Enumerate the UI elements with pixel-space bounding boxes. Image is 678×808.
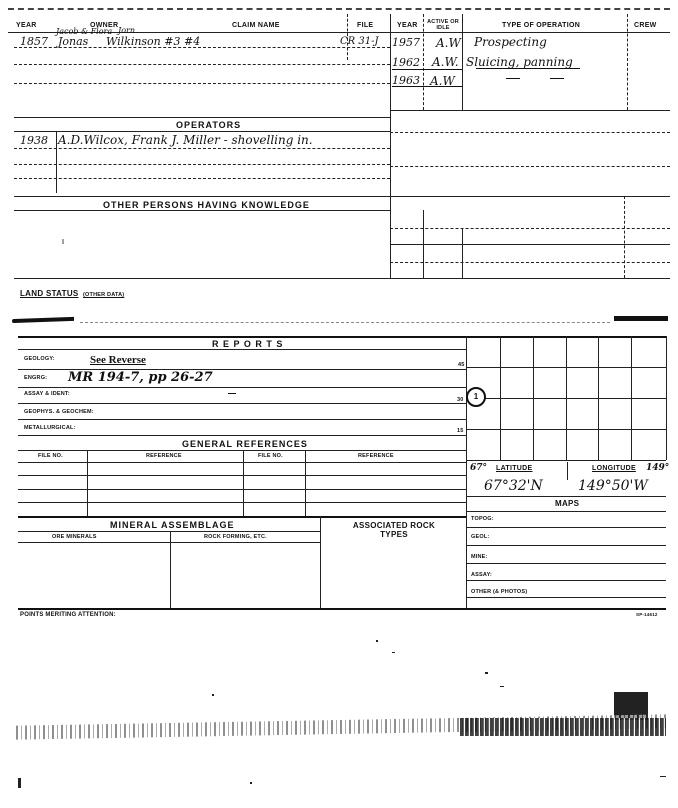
operation-type-1: Prospecting bbox=[474, 35, 547, 49]
map-geol: GEOL: bbox=[471, 534, 490, 540]
claim-year: 1857 bbox=[20, 35, 48, 48]
ref-header-reference-1: REFERENCE bbox=[146, 453, 182, 459]
col-header-year-2: YEAR bbox=[397, 22, 418, 29]
operation-year-3: 1963 bbox=[392, 74, 420, 87]
reports-bottom-border bbox=[18, 608, 666, 610]
rock-forming-header: ROCK FORMING, ETC. bbox=[204, 534, 267, 540]
scan-speck-7 bbox=[660, 776, 666, 777]
col-header-claim-name: CLAIM NAME bbox=[232, 22, 280, 29]
scan-speck-6 bbox=[18, 778, 21, 788]
associated-divider bbox=[320, 516, 321, 608]
fold-mark-left bbox=[12, 317, 74, 323]
column-divider-main bbox=[390, 14, 391, 278]
right-lower-divider-2 bbox=[462, 228, 463, 278]
maps-row-2 bbox=[466, 545, 666, 546]
ref-row-1 bbox=[18, 475, 466, 476]
land-status-label: LAND STATUS bbox=[20, 289, 79, 298]
reports-right-divider bbox=[466, 336, 467, 608]
claim-owner: Jonas bbox=[58, 35, 89, 48]
operators-header-line bbox=[14, 131, 390, 132]
geology-label: GEOLOGY: bbox=[24, 356, 55, 362]
col-header-type-of-operation: TYPE OF OPERATION bbox=[502, 22, 581, 29]
ref-header-line bbox=[18, 462, 466, 463]
general-references-title: GENERAL REFERENCES bbox=[182, 439, 308, 449]
right-line-6 bbox=[390, 262, 670, 263]
operation-row-3-underline bbox=[392, 86, 462, 87]
geophys-label: GEOPHYS. & GEOCHEM: bbox=[24, 409, 94, 415]
right-line-4 bbox=[390, 228, 670, 229]
grid-col-6 bbox=[666, 336, 667, 460]
scale-mark-45: 45 bbox=[458, 362, 465, 368]
other-persons-top-line bbox=[14, 196, 390, 197]
column-divider-crew bbox=[627, 14, 628, 110]
operator-year: 1938 bbox=[20, 134, 48, 147]
other-persons-header-line bbox=[14, 210, 390, 211]
mineral-subheader-line bbox=[18, 542, 320, 543]
longitude-suffix: 149° bbox=[646, 463, 670, 473]
owner-note: Jacob & Flora bbox=[56, 27, 113, 36]
maps-row-4 bbox=[466, 580, 666, 581]
assay-line bbox=[18, 403, 466, 404]
ore-minerals-header: ORE MINERALS bbox=[52, 534, 97, 540]
operation-status-1: A.W bbox=[436, 36, 461, 50]
right-line-5 bbox=[390, 244, 670, 245]
mineral-header-line bbox=[18, 531, 320, 532]
metallurgical-label: METALLURGICAL: bbox=[24, 425, 76, 431]
geology-value: See Reverse bbox=[90, 354, 146, 366]
col-header-year: YEAR bbox=[16, 22, 37, 29]
scan-speck-4 bbox=[376, 640, 378, 642]
grid-row-3 bbox=[466, 429, 666, 430]
land-status-note: (OTHER DATA) bbox=[83, 292, 125, 298]
operation-year-1: 1957 bbox=[392, 36, 420, 49]
col-header-crew: CREW bbox=[634, 22, 657, 29]
metallurgical-line bbox=[18, 435, 466, 436]
operators-row-2 bbox=[14, 164, 390, 165]
operation-status-2: A.W. bbox=[432, 55, 459, 69]
ref-header-file-no-1: FILE NO. bbox=[38, 453, 63, 459]
engrg-line bbox=[18, 387, 466, 388]
map-topog: TOPOG: bbox=[471, 516, 494, 522]
right-line-3 bbox=[390, 196, 670, 197]
ditto-mark-2 bbox=[550, 78, 564, 79]
latitude-label: LATITUDE bbox=[496, 465, 533, 472]
operation-type-2: Sluicing, panning bbox=[466, 55, 573, 69]
reports-title: R E P O R T S bbox=[212, 339, 284, 349]
col-header-file: FILE bbox=[357, 22, 374, 29]
scan-speck-2 bbox=[485, 672, 488, 674]
operation-table-bottom bbox=[390, 110, 670, 111]
column-divider-active bbox=[462, 14, 463, 110]
right-line-2 bbox=[390, 166, 670, 167]
claim-row-line-3 bbox=[14, 83, 390, 84]
maps-header-line bbox=[466, 511, 666, 512]
mineral-assemblage-title: MINERAL ASSEMBLAGE bbox=[110, 520, 235, 530]
associated-rock-types: ASSOCIATED ROCK TYPES bbox=[352, 521, 436, 539]
operation-row-2-underline bbox=[392, 69, 462, 70]
longitude-value: 149°50'W bbox=[578, 478, 648, 494]
maps-row-5 bbox=[466, 597, 666, 598]
grid-row-4 bbox=[466, 460, 666, 461]
ref-header-reference-2: REFERENCE bbox=[358, 453, 394, 459]
claim-row-line-2 bbox=[14, 64, 390, 65]
scale-mark-15: 15 bbox=[457, 428, 464, 434]
fold-line bbox=[80, 322, 610, 323]
ref-bottom-line bbox=[18, 516, 466, 518]
top-border bbox=[8, 8, 670, 10]
scan-noise-band-dark bbox=[460, 718, 666, 736]
assay-label: ASSAY & IDENT: bbox=[24, 391, 70, 397]
longitude-label: LONGITUDE bbox=[592, 465, 636, 472]
grid-row-2 bbox=[466, 398, 666, 399]
map-mine: MINE: bbox=[471, 554, 488, 560]
col-header-owner: OWNER bbox=[90, 22, 119, 29]
grid-row-1 bbox=[466, 367, 666, 368]
scan-speck-5 bbox=[392, 652, 395, 653]
stray-mark: ι bbox=[62, 236, 64, 246]
latitude-value: 67°32'N bbox=[484, 478, 543, 494]
maps-title: MAPS bbox=[555, 499, 580, 508]
ditto-mark-1 bbox=[506, 78, 520, 79]
land-status-label-group bbox=[20, 283, 124, 301]
engrg-value: MR 194-7, pp 26-27 bbox=[68, 370, 213, 385]
operators-year-divider bbox=[56, 131, 57, 193]
reports-header-line bbox=[18, 349, 466, 350]
operation-status-3: A.W bbox=[430, 74, 455, 88]
maps-row-1 bbox=[466, 527, 666, 528]
ref-header-file-no-2: FILE NO. bbox=[258, 453, 283, 459]
location-circle-mark: 1 bbox=[466, 387, 486, 407]
operators-title: OPERATORS bbox=[176, 120, 242, 130]
right-lower-divider-3 bbox=[624, 196, 625, 278]
scan-speck-8 bbox=[250, 782, 252, 784]
column-divider-year2 bbox=[423, 14, 424, 110]
map-other-photos: OTHER (& PHOTOS) bbox=[471, 589, 528, 595]
general-references-line bbox=[18, 450, 466, 451]
scan-speck-1 bbox=[212, 694, 214, 696]
fold-mark-right bbox=[614, 316, 668, 321]
claim-file-value: CR 31-J bbox=[340, 36, 379, 47]
operator-entry: A.D.Wilcox, Frank J. Miller - shovelling in. bbox=[58, 133, 313, 147]
ref-row-3 bbox=[18, 502, 466, 503]
other-persons-title: OTHER PERSONS HAVING KNOWLEDGE bbox=[103, 200, 310, 210]
ref-row-2 bbox=[18, 489, 466, 490]
operators-row-1 bbox=[14, 148, 390, 149]
operation-type-2-underline bbox=[476, 68, 580, 69]
mineral-col-divider bbox=[170, 531, 171, 608]
ref-col-div-1 bbox=[87, 450, 88, 516]
ref-col-div-2 bbox=[243, 450, 244, 516]
right-line-1 bbox=[390, 132, 670, 133]
operators-row-3 bbox=[14, 178, 390, 179]
maps-row-3 bbox=[466, 563, 666, 564]
form-number: SP-14612 bbox=[636, 612, 658, 617]
assay-dash bbox=[228, 393, 236, 394]
operators-top-line bbox=[14, 117, 390, 118]
col-header-active-idle: ACTIVE OR IDLE bbox=[427, 19, 459, 31]
top-section-bottom bbox=[14, 278, 670, 279]
operation-year-2: 1962 bbox=[392, 56, 420, 69]
scale-mark-30: 30 bbox=[457, 397, 464, 403]
map-assay: ASSAY: bbox=[471, 572, 493, 578]
engrg-label: ENGRG: bbox=[24, 375, 48, 381]
lat-lon-divider bbox=[567, 462, 568, 480]
claim-row-line-1 bbox=[14, 47, 390, 48]
reports-top-border bbox=[18, 336, 666, 338]
ref-col-div-3 bbox=[305, 450, 306, 516]
claim-note: Jorn bbox=[118, 26, 135, 35]
points-meriting-attention: POINTS MERITING ATTENTION: bbox=[20, 612, 116, 618]
geophys-line bbox=[18, 419, 466, 420]
claim-name-value: Wilkinson #3 #4 bbox=[106, 35, 201, 48]
latitude-prefix: 67° bbox=[470, 463, 488, 473]
scan-speck-3 bbox=[500, 686, 504, 687]
right-lower-divider-1 bbox=[423, 210, 424, 278]
location-bottom-line bbox=[466, 496, 666, 497]
